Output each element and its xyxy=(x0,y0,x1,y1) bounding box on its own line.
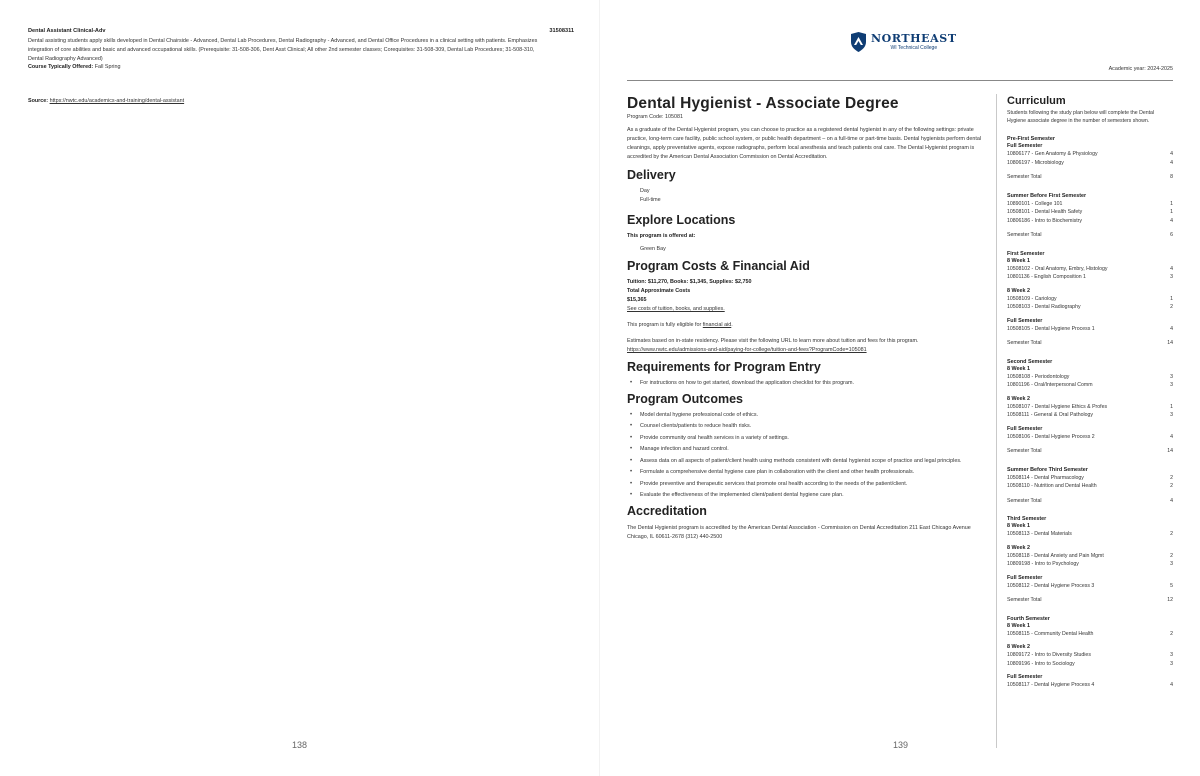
delivery-item: Full-time xyxy=(640,197,661,203)
costs-link[interactable]: See costs of tuition, books, and supplies. xyxy=(627,306,725,312)
course-name: 10806177 - Gen Anatomy & Physiology xyxy=(1007,151,1098,157)
course-credits: 1 xyxy=(1170,403,1173,410)
course-name: 10801196 - Oral/Interpersonal Comm xyxy=(1007,382,1093,388)
estimates-note xyxy=(627,337,987,355)
course-name: 10508112 - Dental Hygiene Process 3 xyxy=(1007,582,1095,589)
course-row xyxy=(1007,373,1174,382)
course-name: 10890101 - College 101 xyxy=(1007,200,1063,207)
estimates-text: Estimates based on in-state residency. Please visit the following URL to learn more about tuition and fees for this program. xyxy=(627,338,919,344)
course-group xyxy=(1007,258,1174,282)
course-name: 10508113 - Dental Materials xyxy=(1007,531,1072,537)
course-credits: 3 xyxy=(1170,382,1173,388)
financial-aid-suffix: . xyxy=(731,322,733,328)
semester-total-label: Semester Total xyxy=(1007,232,1042,238)
locations-list xyxy=(627,245,987,254)
course-row xyxy=(1007,530,1174,539)
course-row xyxy=(1007,303,1174,312)
course-credits: 3 xyxy=(1170,274,1173,280)
financial-aid-prefix: This program is fully eligible for xyxy=(627,322,703,328)
course-group xyxy=(1007,474,1174,491)
course-name: 10508109 - Cariology xyxy=(1007,295,1057,302)
course-credits: 1 xyxy=(1170,200,1173,207)
source-link[interactable]: https://nwtc.edu/academics-and-training/dental-assistant xyxy=(49,98,185,104)
course-row xyxy=(1007,381,1174,390)
course-row xyxy=(1007,630,1174,639)
course-group-heading: 8 Week 1 xyxy=(1007,523,1030,529)
outcome-item: • Manage infection and hazard control. xyxy=(627,446,987,454)
shield-logo-icon xyxy=(850,32,867,52)
course-group-heading: 8 Week 2 xyxy=(1007,544,1030,551)
course-name: 10806197 - Microbiology xyxy=(1007,159,1064,166)
course-credits: 2 xyxy=(1170,483,1173,489)
course-row xyxy=(1007,217,1174,226)
course-offered-value: Fall Spring xyxy=(94,64,121,70)
course-name: 10508111 - General & Oral Pathology xyxy=(1007,412,1094,418)
course-row xyxy=(1007,295,1174,304)
course-group-heading: Full Semester xyxy=(1007,425,1043,432)
course-group xyxy=(1007,288,1174,312)
right-page xyxy=(600,0,1200,776)
course-credits: 3 xyxy=(1170,412,1173,418)
course-description: Dental assisting students apply skills developed in Dental Chairside - Advanced, Dental Lab Procedures, Dental Radiography - Advanced, and Dental Office Procedures in a clinical setting with patients. Emphasizes integration of core abilities and basic and advanced occupational skills. (Prerequisite: 31-508-306, Dent Asst Clinical; All other 2nd semester classes; Corequisites: 31-508-309, Dental Lab Procedures; 31-508-310, Dental Radiography Advanced) xyxy=(28,38,538,62)
requirement-item: • For instructions on how to get started, download the application checklist for this program. xyxy=(627,380,987,388)
course-group-heading: Full Semester xyxy=(1007,143,1043,149)
semester-total-row xyxy=(1007,173,1174,182)
course-group xyxy=(1007,545,1174,569)
course-group xyxy=(1007,200,1174,226)
course-name: 10809172 - Intro to Diversity Studies xyxy=(1007,652,1091,658)
costs-breakdown: Tuition: $11,270, Books: $1,345, Supplies: $2,750 xyxy=(627,279,752,285)
outcomes-list xyxy=(627,412,987,500)
program-code: Program Code: 105081 xyxy=(627,114,684,120)
semester-total-row xyxy=(1007,339,1174,348)
semester-block xyxy=(1007,359,1174,456)
course-header xyxy=(28,28,574,34)
semester-total-value: 14 xyxy=(1167,448,1173,454)
semester-block xyxy=(1007,136,1174,182)
course-group-heading: 8 Week 2 xyxy=(1007,395,1030,402)
semester-total-value: 12 xyxy=(1167,597,1173,603)
semester-block xyxy=(1007,467,1174,506)
outcomes-heading: Program Outcomes xyxy=(627,391,744,406)
semester-heading: Third Semester xyxy=(1007,516,1047,522)
requirements-heading: Requirements for Program Entry xyxy=(627,360,821,374)
course-group xyxy=(1007,426,1174,442)
course-credits: 1 xyxy=(1170,209,1173,215)
course-row xyxy=(1007,660,1174,669)
tuition-url-link[interactable]: https://www.nwtc.edu/admissions-and-aid/paying-for-college/tuition-and-fees?ProgramCode=105081 xyxy=(627,347,867,353)
course-credits: 2 xyxy=(1170,531,1173,537)
semester-block xyxy=(1007,516,1174,605)
course-credits: 4 xyxy=(1170,265,1173,272)
academic-year: Academic year: 2024-2025 xyxy=(1108,66,1173,72)
logo-name: NORTHEAST xyxy=(871,31,957,45)
course-group-heading: 8 Week 2 xyxy=(1007,644,1030,650)
financial-aid-link[interactable]: financial aid xyxy=(702,322,732,328)
course-credits: 4 xyxy=(1170,325,1173,332)
semester-total-label: Semester Total xyxy=(1007,597,1042,603)
semester-total-value: 14 xyxy=(1167,340,1173,346)
costs-total-label: Total Approximate Costs xyxy=(627,288,691,294)
college-logo xyxy=(850,32,957,52)
semester-heading: Fourth Semester xyxy=(1007,615,1050,622)
financial-aid-line xyxy=(627,321,987,330)
program-title: Dental Hygienist - Associate Degree xyxy=(627,95,899,112)
delivery-list xyxy=(627,187,987,205)
course-title: Dental Assistant Clinical-Adv xyxy=(28,28,106,34)
course-offered-label: Course Typically Offered: xyxy=(28,64,94,70)
course-row xyxy=(1007,411,1174,420)
course-name: 10508102 - Oral Anatomy, Embry, Histology xyxy=(1007,265,1108,272)
sidebar-divider xyxy=(996,94,997,748)
outcome-item: • Evaluate the effectiveness of the implemented client/patient dental hygiene care plan. xyxy=(627,492,987,500)
semester-heading: First Semester xyxy=(1007,250,1045,257)
course-name: 10508118 - Dental Anxiety and Pain Mgmt xyxy=(1007,552,1104,559)
locations-heading: Explore Locations xyxy=(627,213,736,227)
course-credits: 3 xyxy=(1170,373,1173,380)
course-credits: 3 xyxy=(1170,652,1173,658)
course-group-heading: 8 Week 1 xyxy=(1007,257,1030,264)
semester-total-value: 6 xyxy=(1170,232,1173,238)
course-row xyxy=(1007,681,1174,690)
page-number-left: 138 xyxy=(292,740,308,750)
course-name: 10508103 - Dental Radiography xyxy=(1007,304,1081,310)
semester-total-label: Semester Total xyxy=(1007,340,1042,346)
course-name: 10508107 - Dental Hygiene Ethics & Profes xyxy=(1007,403,1108,410)
requirements-list xyxy=(627,380,987,388)
program-intro: As a graduate of the Dental Hygienist program, you can choose to practice as a registered dental hygienist in any of the following settings: private practice, long-term care facility, public school system, or public health department – on a full-time or part-time basis. Dental hygienists perform dental cleanings, apply preventative agents, expose radiographs, perform local anesthesia and teach patients oral care. The Dental Hygienist program is accredited by the American Dental Association Commission on Dental Accreditation. xyxy=(627,127,982,160)
course-name: 10508114 - Dental Pharmacology xyxy=(1007,474,1084,481)
course-row xyxy=(1007,325,1174,334)
curriculum-intro: Students following the study plan below will complete the Dental Hygiene associate degree in the number of semesters shown. xyxy=(1007,110,1155,124)
semester-heading: Summer Before First Semester xyxy=(1007,192,1087,199)
semester-total-value: 8 xyxy=(1170,174,1173,180)
costs-total-value: $15,365 xyxy=(627,297,647,303)
page-number-right: 139 xyxy=(893,740,909,750)
semester-total-row xyxy=(1007,231,1174,240)
course-credits: 2 xyxy=(1170,630,1173,637)
course-group xyxy=(1007,396,1174,420)
course-group xyxy=(1007,143,1174,167)
course-credits: 1 xyxy=(1170,295,1173,302)
semester-heading: Summer Before Third Semester xyxy=(1007,466,1088,473)
outcome-item: • Provide community oral health services in a variety of settings. xyxy=(627,435,987,443)
semester-block xyxy=(1007,616,1174,690)
course-credits: 4 xyxy=(1170,433,1173,440)
semester-heading: Second Semester xyxy=(1007,358,1053,365)
course-credits: 4 xyxy=(1170,217,1173,224)
course-name: 10809198 - Intro to Psychology xyxy=(1007,561,1079,567)
course-name: 10801136 - English Composition 1 xyxy=(1007,274,1086,280)
course-group-heading: 8 Week 1 xyxy=(1007,365,1030,372)
course-name: 10508117 - Dental Hygiene Process 4 xyxy=(1007,682,1095,688)
program-main xyxy=(627,95,987,542)
course-credits: 4 xyxy=(1170,151,1173,157)
semester-total-row xyxy=(1007,497,1174,506)
semester-total-row xyxy=(1007,447,1174,456)
curriculum-sidebar xyxy=(1007,95,1174,690)
course-row xyxy=(1007,433,1174,442)
course-group-heading: 8 Week 2 xyxy=(1007,287,1030,294)
course-name: 10806186 - Intro to Biochemistry xyxy=(1007,217,1082,224)
outcome-item: • Formulate a comprehensive dental hygiene care plan in collaboration with the client and other health professionals. xyxy=(627,469,987,477)
course-row xyxy=(1007,159,1174,168)
outcome-item: • Model dental hygiene professional code of ethics. xyxy=(627,412,987,420)
course-row xyxy=(1007,482,1174,491)
course-group xyxy=(1007,644,1174,668)
course-name: 10508110 - Nutrition and Dental Health xyxy=(1007,483,1097,489)
course-group-heading: 8 Week 1 xyxy=(1007,622,1030,629)
course-credits: 5 xyxy=(1170,582,1173,589)
header-divider xyxy=(627,80,1173,81)
course-row xyxy=(1007,150,1174,159)
semester-block xyxy=(1007,251,1174,348)
source-line xyxy=(28,98,184,104)
curriculum-heading: Curriculum xyxy=(1007,95,1066,107)
course-credits: 3 xyxy=(1170,660,1173,667)
delivery-item: Day xyxy=(640,188,650,194)
source-label: Source: xyxy=(28,98,49,104)
course-name: 10508106 - Dental Hygiene Process 2 xyxy=(1007,433,1095,440)
course-row xyxy=(1007,200,1174,209)
course-row xyxy=(1007,273,1174,282)
semester-total-label: Semester Total xyxy=(1007,497,1042,504)
course-name: 10508101 - Dental Health Safety xyxy=(1007,209,1083,215)
course-name: 10809196 - Intro to Sociology xyxy=(1007,660,1075,667)
outcome-item: • Assess data on all aspects of patient/client health using methods consistent with dental hygienist scope of practice and legal principles. xyxy=(627,458,987,466)
course-row xyxy=(1007,582,1174,591)
course-offered xyxy=(28,64,120,70)
course-name: 10508105 - Dental Hygiene Process 1 xyxy=(1007,325,1095,332)
course-group xyxy=(1007,575,1174,591)
delivery-heading: Delivery xyxy=(627,168,676,182)
course-row xyxy=(1007,552,1174,561)
semester-total-label: Semester Total xyxy=(1007,174,1042,180)
course-row xyxy=(1007,560,1174,569)
course-name: 10508108 - Periodontology xyxy=(1007,373,1070,380)
course-row xyxy=(1007,208,1174,217)
course-row xyxy=(1007,651,1174,660)
course-row xyxy=(1007,474,1174,483)
course-row xyxy=(1007,403,1174,412)
course-group xyxy=(1007,523,1174,539)
costs-heading: Program Costs & Financial Aid xyxy=(627,259,810,273)
course-row xyxy=(1007,265,1174,274)
accreditation-text: The Dental Hygienist program is accredited by the American Dental Association - Commission on Dental Accreditation 211 East Chicago Avenue Chicago, IL 60611-2678 (312) 440-2500 xyxy=(627,524,971,540)
semester-total-value: 4 xyxy=(1170,497,1173,504)
course-group-heading: Full Semester xyxy=(1007,574,1043,581)
course-credits: 3 xyxy=(1170,561,1173,567)
accreditation-heading: Accreditation xyxy=(627,503,707,518)
semester-total-row xyxy=(1007,596,1174,605)
curriculum-blocks xyxy=(1007,136,1174,690)
locations-note: This program is offered at: xyxy=(627,233,696,239)
semester-heading: Pre-First Semester xyxy=(1007,136,1055,142)
course-code: 31508311 xyxy=(549,28,574,34)
course-group xyxy=(1007,318,1174,334)
course-credits: 2 xyxy=(1170,304,1173,310)
course-group-heading: Full Semester xyxy=(1007,674,1043,680)
course-group-heading: Full Semester xyxy=(1007,317,1043,324)
outcome-item: • Provide preventive and therapeutic services that promote oral health according to the needs of the patient/client. xyxy=(627,481,987,489)
course-group xyxy=(1007,366,1174,390)
course-credits: 4 xyxy=(1170,682,1173,688)
outcome-item: • Counsel clients/patients to reduce health risks. xyxy=(627,423,987,431)
course-group xyxy=(1007,674,1174,690)
course-credits: 2 xyxy=(1170,552,1173,559)
course-group xyxy=(1007,623,1174,639)
course-credits: 4 xyxy=(1170,159,1173,166)
logo-subtitle: WI Technical College xyxy=(890,44,938,51)
course-credits: 2 xyxy=(1170,474,1173,481)
costs-block xyxy=(627,278,987,314)
semester-total-label: Semester Total xyxy=(1007,448,1042,454)
semester-block xyxy=(1007,193,1174,240)
location-item: Green Bay xyxy=(640,246,666,252)
course-name: 10508115 - Community Dental Health xyxy=(1007,630,1094,637)
